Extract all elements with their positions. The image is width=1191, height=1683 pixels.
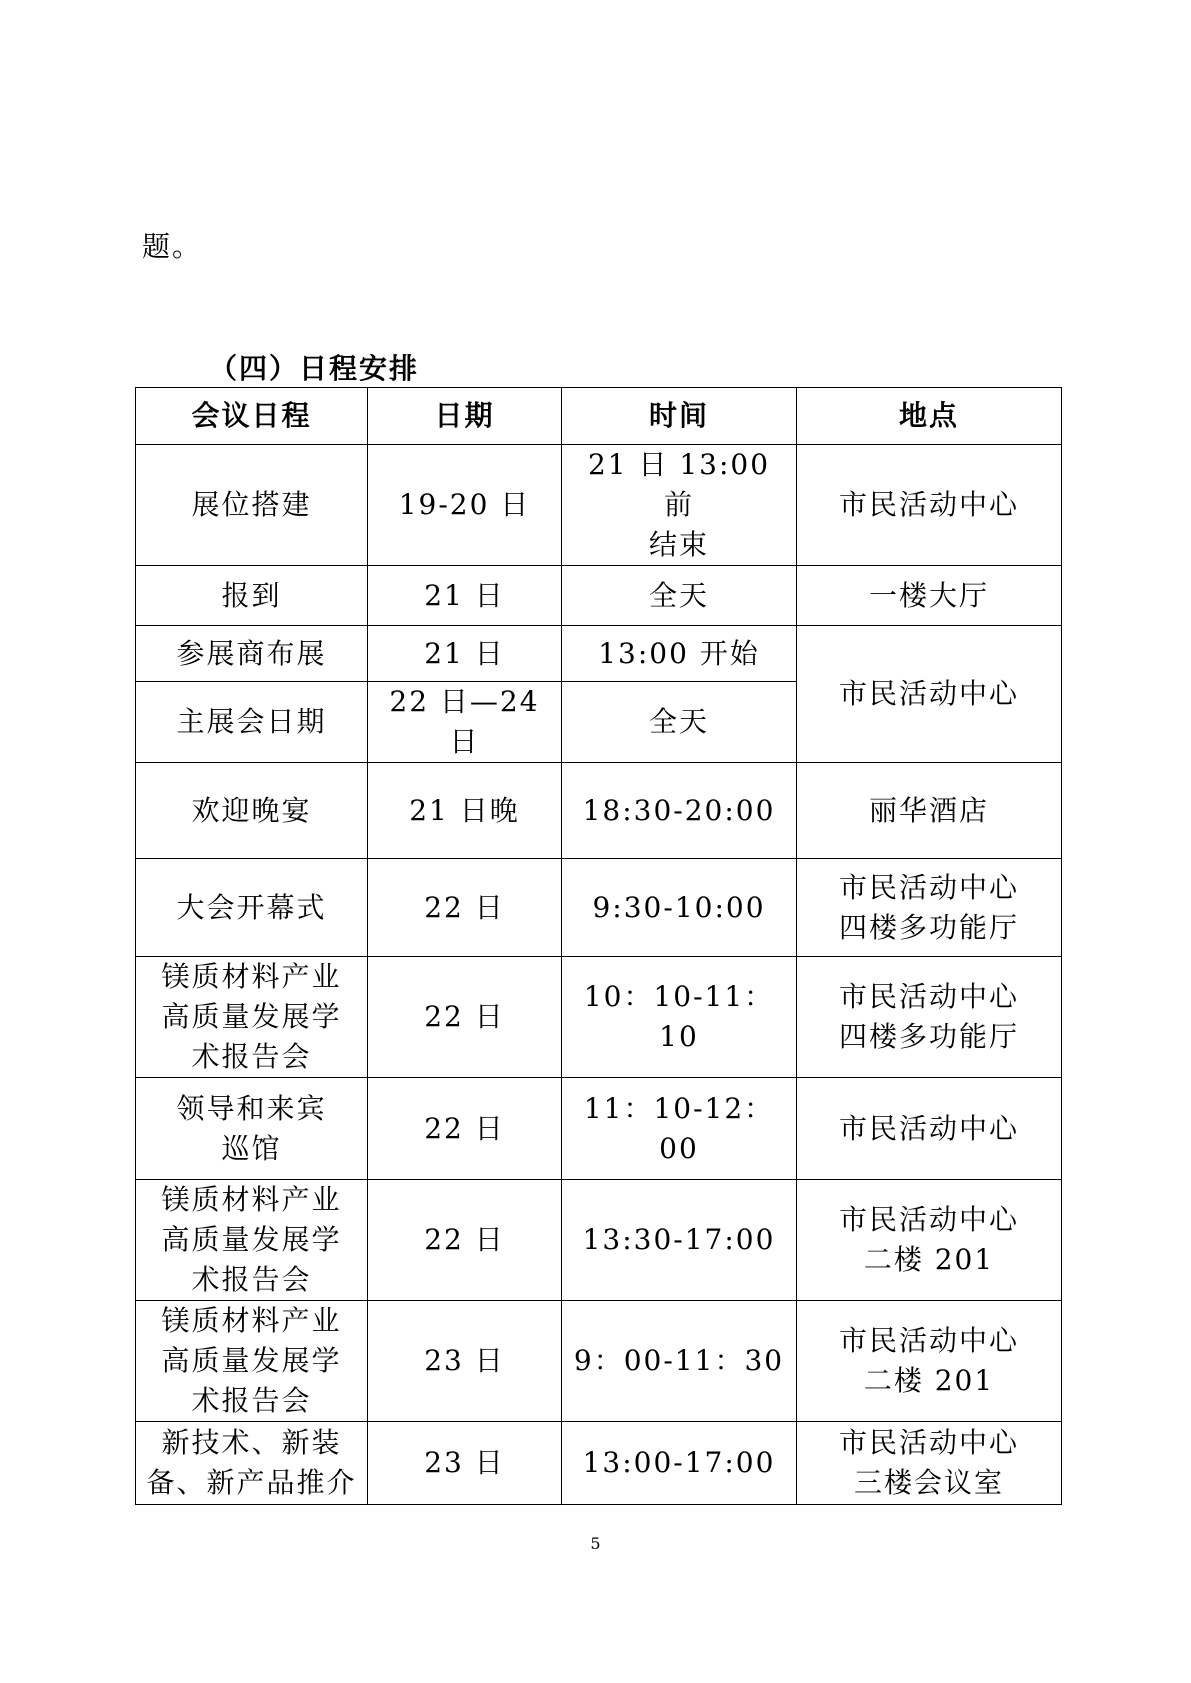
table-row (136, 957, 1062, 1078)
cell-location-merged: 市民活动中心 (797, 626, 1062, 763)
cell-event: 镁质材料产业 高质量发展学 术报告会 (136, 1180, 368, 1301)
cell-event: 新技术、新装 备、新产品推介 (136, 1422, 368, 1505)
cell-time: 全天 (562, 566, 797, 626)
cell-location: 市民活动中心 二楼 201 (797, 1180, 1062, 1301)
cell-time: 13:00 开始 (562, 626, 797, 682)
page-number: 5 (590, 1534, 601, 1553)
cell-time: 9：00-11：30 (562, 1301, 797, 1422)
cell-location: 市民活动中心 四楼多功能厅 (797, 859, 1062, 957)
cell-date: 22 日 (368, 859, 562, 957)
schedule-table (135, 387, 1062, 1505)
cell-event: 大会开幕式 (136, 859, 368, 957)
cell-date: 23 日 (368, 1422, 562, 1505)
header-event: 会议日程 (136, 388, 368, 445)
cell-location: 一楼大厅 (797, 566, 1062, 626)
cell-event: 主展会日期 (136, 682, 368, 763)
cell-event: 参展商布展 (136, 626, 368, 682)
cell-date: 22 日 (368, 1180, 562, 1301)
section-heading: （四）日程安排 (209, 352, 420, 385)
cell-time: 18:30-20:00 (562, 763, 797, 859)
cell-time: 13:30-17:00 (562, 1180, 797, 1301)
table-row (136, 1180, 1062, 1301)
cell-date: 22 日—24 日 (368, 682, 562, 763)
cell-time: 13:00-17:00 (562, 1422, 797, 1505)
paragraph-continuation: 题。 (142, 230, 203, 263)
table-row (136, 1301, 1062, 1422)
cell-location: 市民活动中心 四楼多功能厅 (797, 957, 1062, 1078)
cell-event: 欢迎晚宴 (136, 763, 368, 859)
header-time: 时间 (562, 388, 797, 445)
cell-event: 镁质材料产业 高质量发展学 术报告会 (136, 957, 368, 1078)
table-row (136, 1422, 1062, 1505)
table-row (136, 626, 1062, 682)
cell-location: 市民活动中心 三楼会议室 (797, 1422, 1062, 1505)
cell-time: 9:30-10:00 (562, 859, 797, 957)
cell-location: 市民活动中心 (797, 445, 1062, 566)
cell-location: 丽华酒店 (797, 763, 1062, 859)
header-location: 地点 (797, 388, 1062, 445)
cell-event: 领导和来宾 巡馆 (136, 1078, 368, 1180)
table-row (136, 763, 1062, 859)
cell-location: 市民活动中心 (797, 1078, 1062, 1180)
cell-time: 21 日 13:00 前 结束 (562, 445, 797, 566)
cell-date: 21 日 (368, 566, 562, 626)
header-date: 日期 (368, 388, 562, 445)
cell-date: 19-20 日 (368, 445, 562, 566)
table-row (136, 566, 1062, 626)
cell-date: 23 日 (368, 1301, 562, 1422)
cell-date: 21 日晚 (368, 763, 562, 859)
cell-location: 市民活动中心 二楼 201 (797, 1301, 1062, 1422)
cell-time: 11：10-12：00 (562, 1078, 797, 1180)
cell-event: 镁质材料产业 高质量发展学 术报告会 (136, 1301, 368, 1422)
cell-time: 全天 (562, 682, 797, 763)
cell-date: 22 日 (368, 1078, 562, 1180)
table-row (136, 859, 1062, 957)
cell-time: 10：10-11：10 (562, 957, 797, 1078)
table-row (136, 445, 1062, 566)
table-header-row (136, 388, 1062, 445)
cell-event: 展位搭建 (136, 445, 368, 566)
table-row (136, 1078, 1062, 1180)
cell-event: 报到 (136, 566, 368, 626)
cell-date: 21 日 (368, 626, 562, 682)
cell-date: 22 日 (368, 957, 562, 1078)
